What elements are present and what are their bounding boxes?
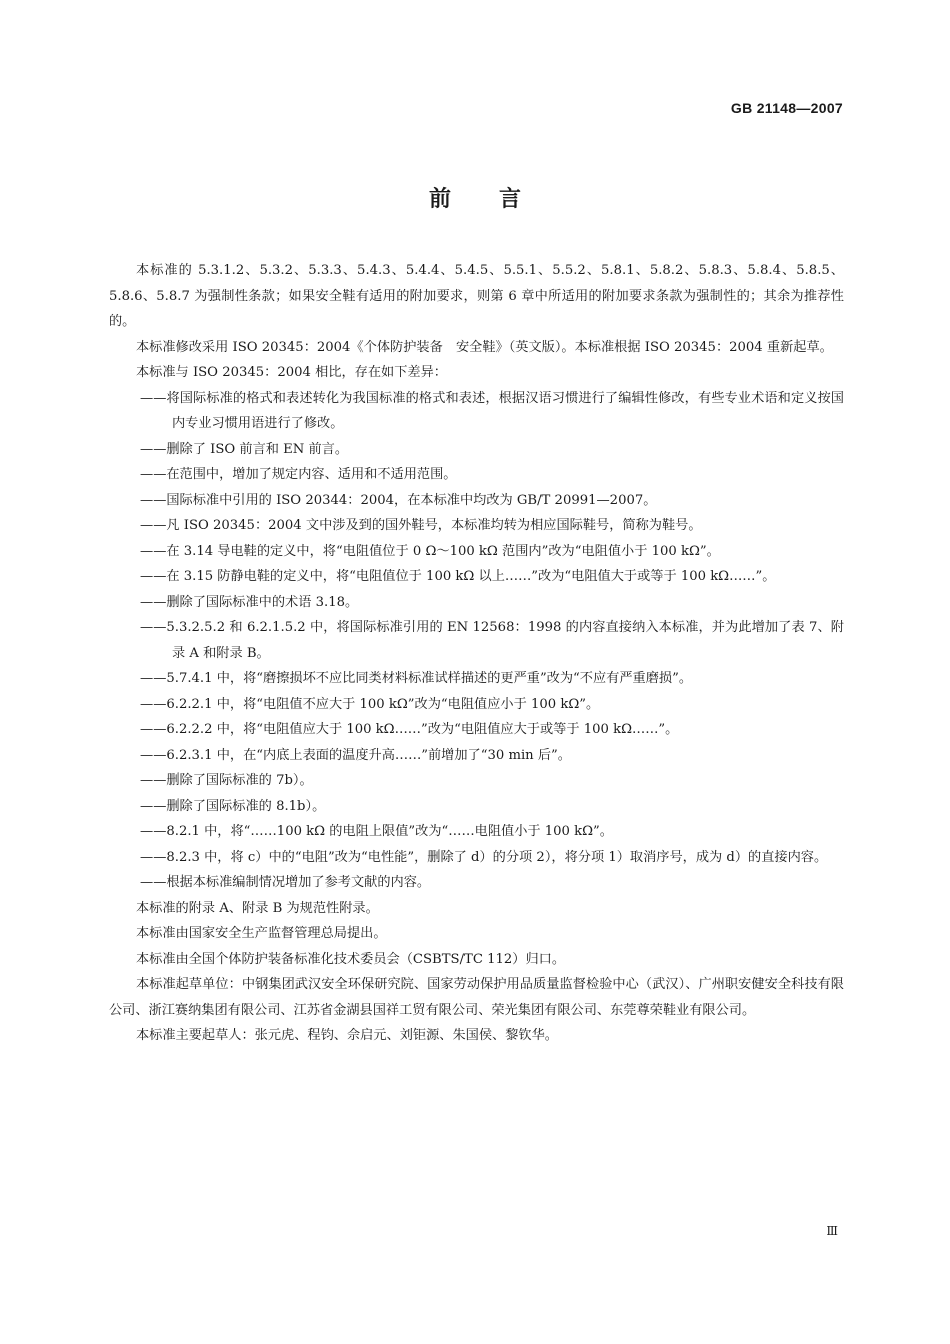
paragraph-annexes: 本标准的附录 A、附录 B 为规范性附录。	[136, 900, 379, 916]
paragraph-drafting-units: 本标准起草单位：中钢集团武汉安全环保研究院、国家劳动保护用品质量监督检验中心（武汉）、广州职安健安全科技有限公司、浙江赛纳集团有限公司、江苏省金湖县国祥工贸有限公司、荣光集团有限公司、东莞尊荣鞋业有限公司。	[109, 977, 844, 1018]
list-item: ——将国际标准的格式和表述转化为我国标准的格式和表述，根据汉语习惯进行了编辑性修改，有些专业术语和定义按国内专业习惯用语进行了修改。	[140, 390, 844, 431]
paragraph-adoption: 本标准修改采用 ISO 20345：2004《个体防护装备 安全鞋》（英文版）。本标准根据 ISO 20345：2004 重新起草。	[136, 339, 833, 355]
page-title: 前言	[428, 187, 569, 212]
list-item: ——6.2.3.1 中，在“内底上表面的温度升高……”前增加了“30 min 后”。	[140, 747, 571, 763]
paragraph-mandatory-clauses: 本标准的 5.3.1.2、5.3.2、5.3.3、5.4.3、5.4.4、5.4.5、5.5.1、5.5.2、5.8.1、5.8.2、5.8.3、5.8.4、5.8.5、5.8.6、5.8.7 为强制性条款；如果安全鞋有适用的附加要求，则第 6 章中所适用的附加要求条款为强制性的；其余为推荐性的。	[109, 263, 844, 329]
list-item: ——删除了 ISO 前言和 EN 前言。	[140, 441, 349, 457]
document-body	[109, 258, 844, 1049]
standard-number: GB 21148—2007	[730, 100, 843, 116]
list-item: ——删除了国际标准中的术语 3.18。	[140, 594, 359, 610]
list-item: ——6.2.2.2 中，将“电阻值应大于 100 kΩ……”改为“电阻值应大于或等于 100 kΩ……”。	[140, 722, 679, 737]
paragraph-differences-intro: 本标准与 ISO 20345：2004 相比，存在如下差异：	[136, 365, 447, 380]
paragraph-drafters: 本标准主要起草人：张元虎、程钧、佘启元、刘钜源、朱国侯、黎钦华。	[136, 1028, 558, 1043]
list-item: ——国际标准中引用的 ISO 20344：2004，在本标准中均改为 GB/T 20991—2007。	[140, 492, 657, 508]
list-item: ——删除了国际标准的 7b）。	[140, 773, 313, 788]
list-item: ——在 3.14 导电鞋的定义中，将“电阻值位于 0 Ω～100 kΩ 范围内”改为“电阻值小于 100 kΩ”。	[140, 543, 720, 559]
list-item: ——删除了国际标准的 8.1b）。	[140, 798, 326, 814]
page-number: Ⅲ	[826, 1224, 838, 1238]
paragraph-proposer: 本标准由国家安全生产监督管理总局提出。	[136, 926, 387, 941]
list-item: ——根据本标准编制情况增加了参考文献的内容。	[140, 875, 431, 890]
list-item: ——凡 ISO 20345：2004 文中涉及到的国外鞋号，本标准均转为相应国际鞋号，简称为鞋号。	[140, 518, 702, 533]
list-item: ——8.2.3 中，将 c）中的“电阻”改为“电性能”，删除了 d）的分项 2），将分项 1）取消序号，成为 d）的直接内容。	[140, 849, 828, 865]
list-item: ——5.3.2.5.2 和 6.2.1.5.2 中，将国际标准引用的 EN 12568：1998 的内容直接纳入本标准，并为此增加了表 7、附录 A 和附录 B。	[140, 620, 844, 661]
list-item: ——8.2.1 中，将“……100 kΩ 的电阻上限值”改为“……电阻值小于 100 kΩ”。	[140, 824, 613, 839]
list-item: ——5.7.4.1 中，将“磨擦损坏不应比同类材料标准试样描述的更严重”改为“不应有严重磨损”。	[140, 671, 693, 686]
differences-list	[109, 386, 844, 896]
list-item: ——在范围中，增加了规定内容、适用和不适用范围。	[140, 467, 457, 482]
list-item: ——6.2.2.1 中，将“电阻值不应大于 100 kΩ”改为“电阻值应小于 100 kΩ”。	[140, 696, 600, 712]
list-item: ——在 3.15 防静电鞋的定义中，将“电阻值位于 100 kΩ 以上……”改为“电阻值大于或等于 100 kΩ……”。	[140, 569, 776, 584]
paragraph-committee: 本标准由全国个体防护装备标准化技术委员会（CSBTS/TC 112）归口。	[136, 951, 566, 967]
